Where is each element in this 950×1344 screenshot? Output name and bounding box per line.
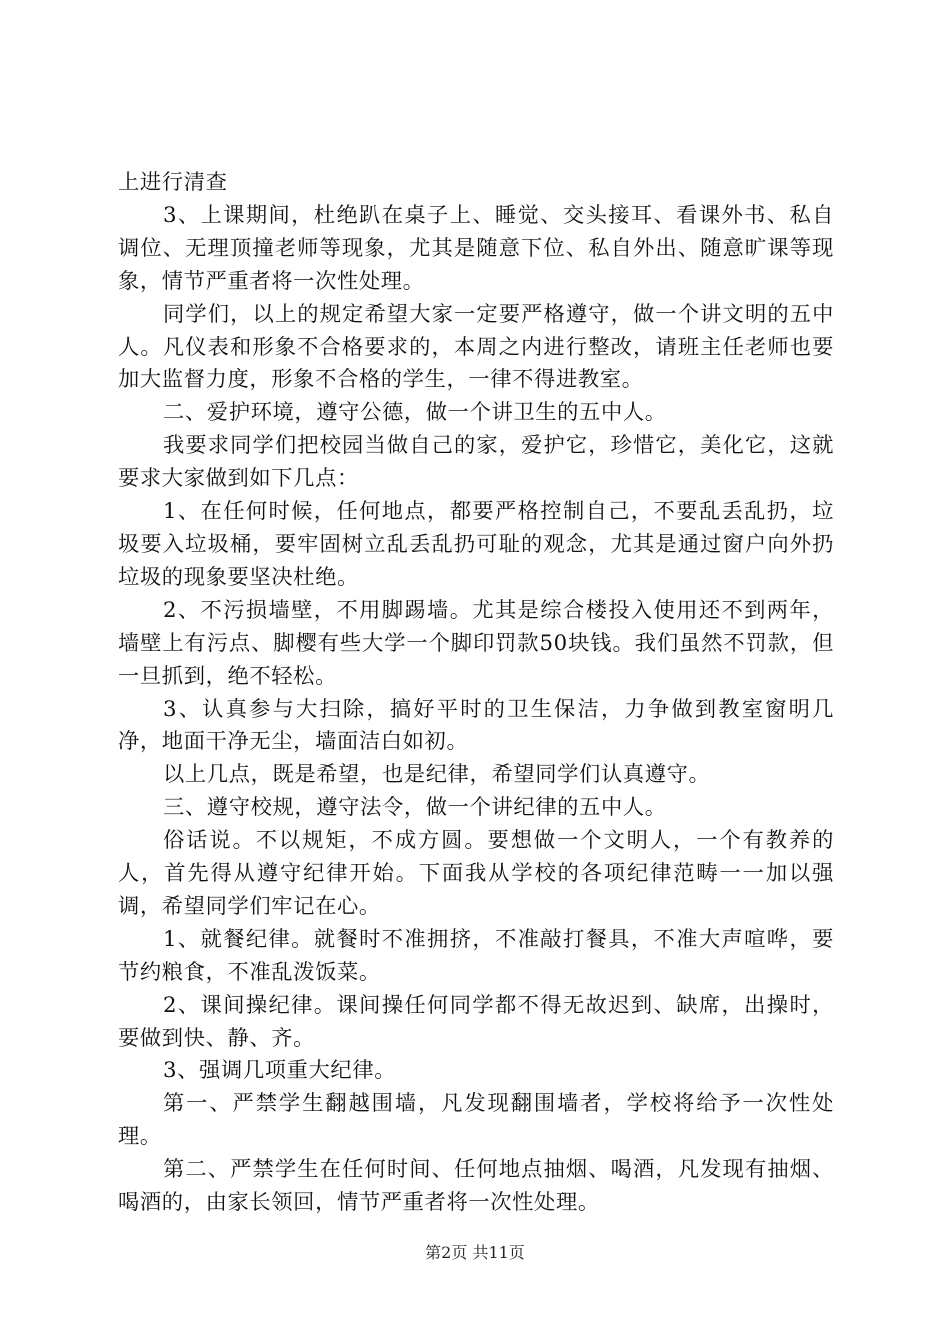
paragraph: 3、认真参与大扫除，搞好平时的卫生保洁，力争做到教室窗明几净，地面干净无尘，墙面洁白如初。: [118, 696, 834, 755]
paragraph: 第二、严禁学生在任何时间、任何地点抽烟、喝酒，凡发现有抽烟、喝酒的，由家长领回，情节严重者将一次性处理。: [118, 1157, 834, 1216]
paragraph: 同学们，以上的规定希望大家一定要严格遵守，做一个讲文明的五中人。凡仪表和形象不合格要求的，本周之内进行整改，请班主任老师也要加大监督力度，形象不合格的学生，一律不得进教室。: [118, 301, 834, 393]
section-heading: 二、爱护环境，遵守公德，做一个讲卫生的五中人。: [163, 400, 667, 426]
section-heading: 三、遵守校规，遵守法令，做一个讲纪律的五中人。: [163, 795, 667, 821]
paragraph: 我要求同学们把校园当做自己的家，爱护它，珍惜它，美化它，这就要求大家做到如下几点：: [118, 433, 834, 492]
paragraph: 俗话说。不以规矩，不成方圆。要想做一个文明人，一个有教养的人，首先得从遵守纪律开始。下面我从学校的各项纪律范畴一一加以强调，希望同学们牢记在心。: [118, 828, 834, 919]
document-body: [118, 167, 834, 1220]
paragraph: 1、就餐纪律。就餐时不准拥挤，不准敲打餐具，不准大声喧哗，要节约粮食，不准乱泼饭菜。: [118, 926, 834, 985]
paragraph: 2、课间操纪律。课间操任何同学都不得无故迟到、缺席，出操时，要做到快、静、齐。: [118, 992, 834, 1051]
paragraph: 3、强调几项重大纪律。: [163, 1058, 397, 1084]
paragraph: 3、上课期间，杜绝趴在桌子上、睡觉、交头接耳、看课外书、私自调位、无理顶撞老师等现象，尤其是随意下位、私自外出、随意旷课等现象，情节严重者将一次性处理。: [118, 202, 834, 294]
paragraph: 上进行清查: [118, 170, 228, 195]
paragraph: 1、在任何时候，任何地点，都要严格控制自己，不要乱丢乱扔，垃圾要入垃圾桶，要牢固树立乱丢乱扔可耻的观念，尤其是通过窗户向外扔垃圾的现象要坚决杜绝。: [118, 499, 834, 590]
paragraph: 第一、严禁学生翻越围墙，凡发现翻围墙者，学校将给予一次性处理。: [118, 1091, 834, 1150]
paragraph: 以上几点，既是希望，也是纪律，希望同学们认真遵守。: [163, 762, 711, 788]
paragraph: 2、不污损墙壁，不用脚踢墙。尤其是综合楼投入使用还不到两年，墙壁上有污点、脚樱有些大学一个脚印罚款50块钱。我们虽然不罚款，但一旦抓到，绝不轻松。: [118, 597, 834, 689]
page-number-footer: 第2页 共11页: [425, 1243, 525, 1262]
